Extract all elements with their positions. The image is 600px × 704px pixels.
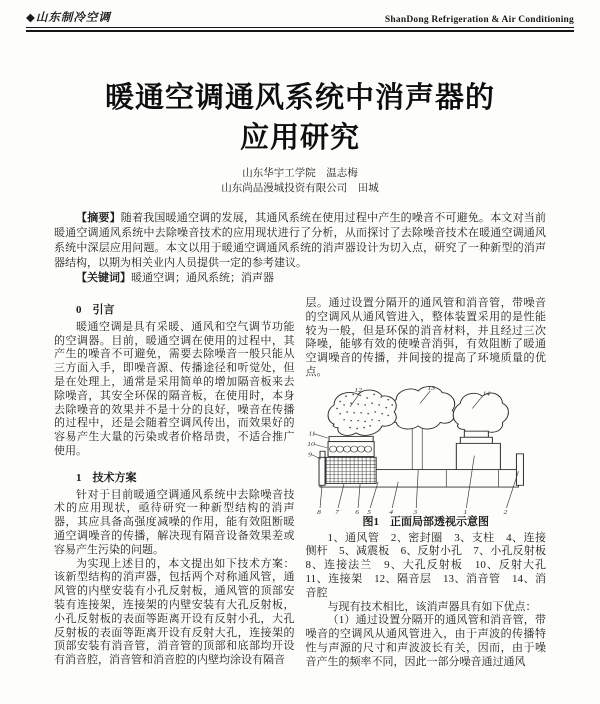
abstract-label: 【摘要】 xyxy=(76,212,121,224)
figure-label-8: 8 xyxy=(316,508,321,515)
figure-label-10: 10 xyxy=(306,440,315,448)
right-duct-box xyxy=(456,443,500,469)
section-1-heading: 1 技术方案 xyxy=(76,471,137,484)
flange-cap-left xyxy=(320,451,325,457)
paper-title xyxy=(40,78,560,158)
abstract-paragraph xyxy=(54,211,546,271)
seal-flange-right xyxy=(516,454,523,485)
figure-1 xyxy=(305,384,557,601)
figure-label-11: 11 xyxy=(308,429,315,438)
abstract-block xyxy=(54,211,546,286)
figure-label-5: 5 xyxy=(366,508,371,515)
keywords-text: 暖通空调；通风系统；消声器 xyxy=(131,272,274,284)
connection-flange-left xyxy=(319,457,325,485)
abstract-text: 随着我国暖通空调的发展，其通风系统在使用过程中产生的噪音不可避免。本文对当前暖通空调通风系统中去除噪音技术的应用现状进行了分析，从而探讨了去除噪音技术在暖通空调通风系统中深层应用问题。本文以用于暖通空调通风系统的消声器设计为切入点，研究了一种新型的消声器结构，以期为相关业内人员提供一定的参考建议。 xyxy=(54,212,546,269)
advantage-1-paragraph: （1）通过设置分隔开的通风管和消音管，带噪音的空调风从通风管进入，由于声波的传播特性与声源的尺寸和声波波长有关，因而，由于噪音产生的频率不同，因此一部分噪音通过通风 xyxy=(305,614,546,668)
section-1-paragraph-1: 针对于目前暖通空调通风系统中去除噪音技术的应用现状，亟待研究一种新型结构的消声器，其应具备高强度减噪的作用，能有效阻断暖通空调噪音的传播，解决现有隔音设备效果差或容易产生污染的问题。 xyxy=(54,488,295,556)
keywords-paragraph xyxy=(54,271,546,286)
big-hole-plate xyxy=(328,441,374,456)
journal-name-en: ShanDong Refrigeration & Air Conditioning xyxy=(384,15,574,25)
keywords-label: 【关键词】 xyxy=(76,272,131,284)
advantages-intro-paragraph: 与现有技术相比，该消声器具有如下优点： xyxy=(327,600,537,613)
left-column xyxy=(54,297,295,670)
figure1-caption: 图1 正面局部透视示意图 xyxy=(362,515,489,528)
continuation-paragraph: 层。通过设置分隔开的通风管和消音管，带噪音的空调风从通风管进入，整体装置采用的是性能较为一般，但是环保的消音材料，并且经过三次降噪，能够有效的使噪音消弭，有效阻断了暖通空调噪音的传播，并间接的提高了环境质量的优点。 xyxy=(305,297,546,378)
section-0-heading: 0 引言 xyxy=(76,304,115,316)
figure1-drawing xyxy=(306,384,547,515)
figure1-legend: 1、通风管 2、密封圈 3、支柱 4、连接侧杆 5、减震板 6、反射小孔 7、小孔反射板 8、连接法兰 9、大孔反射板 10、反射大孔 11、连接架 12、隔音层 13、消音管 14、消音腔 xyxy=(305,531,557,599)
journal-name-cn: ◆山东制冷空调 xyxy=(26,12,111,24)
author-line-2: 山东尚品漫城投资有限公司 田城 xyxy=(221,182,379,194)
section-1-paragraph-2: 为实现上述目的，本文提出如下技术方案：该新型结构的消声器，包括两个对称通风管，通风管的内壁安装有小孔反射板，通风管的顶部安装有连接架，连接架的内壁安装有大孔反射板，小孔反射板的表面等距离开设有反射小孔，大孔反射板的表面等距离开设有反射大孔，连接架的顶部安装有消音管，消音管的顶部和底部均开设有消音腔，消音管和消音腔的内壁均涂设有隔音 xyxy=(54,557,295,667)
header-rule-thin xyxy=(26,27,574,28)
two-column-body xyxy=(54,297,557,670)
paper-title-line1: 暖通空调通风系统中消声器的 xyxy=(104,82,495,114)
section-0-paragraph: 暖通空调是具有采暖、通风和空气调节功能的空调器。目前，暖通空调在使用的过程中，其产生的噪音不可避免，需要去除噪音一般只能从三方面入手，即噪音源、传播途径和听觉处，但是在处理上，通常是采用简单的增加隔音板来去除噪音，其安全环保的隔音板，在使用时，本身去除噪音的效果并不是十分的良好，噪音在传播的过程中，还是会随着空调风传出，而效果好的容易产生大量的污染或者价格昂贵，不适合推广使用。 xyxy=(54,320,295,457)
right-column xyxy=(305,297,557,670)
silencing-chamber-cloud xyxy=(453,393,508,436)
figure-label-3: 3 xyxy=(412,508,417,515)
figure-label-7: 7 xyxy=(334,508,339,515)
figure-label-12: 12 xyxy=(353,386,362,394)
author-block xyxy=(0,167,600,196)
right-cap-upper xyxy=(464,431,488,437)
paper-title-line2: 应用研究 xyxy=(239,122,360,154)
page-header xyxy=(26,9,574,25)
insulation-layer-cloud xyxy=(328,390,396,435)
author-line-1: 山东华宇工学院 温志梅 xyxy=(242,168,358,179)
right-cap-lower xyxy=(460,437,492,443)
figure-label-14: 14 xyxy=(482,389,490,397)
silencer-tube-cloud xyxy=(387,386,454,428)
figure-label-4: 4 xyxy=(388,508,393,515)
figure-label-13: 13 xyxy=(427,384,435,392)
small-hole-plate xyxy=(326,457,376,483)
header-rule-thick xyxy=(26,30,574,32)
figure-label-6: 6 xyxy=(354,508,359,515)
connector-frame-plate xyxy=(329,436,373,441)
figure-label-1: 1 xyxy=(462,508,467,515)
figure-label-2: 2 xyxy=(503,508,507,515)
figure-label-9: 9 xyxy=(307,450,312,459)
